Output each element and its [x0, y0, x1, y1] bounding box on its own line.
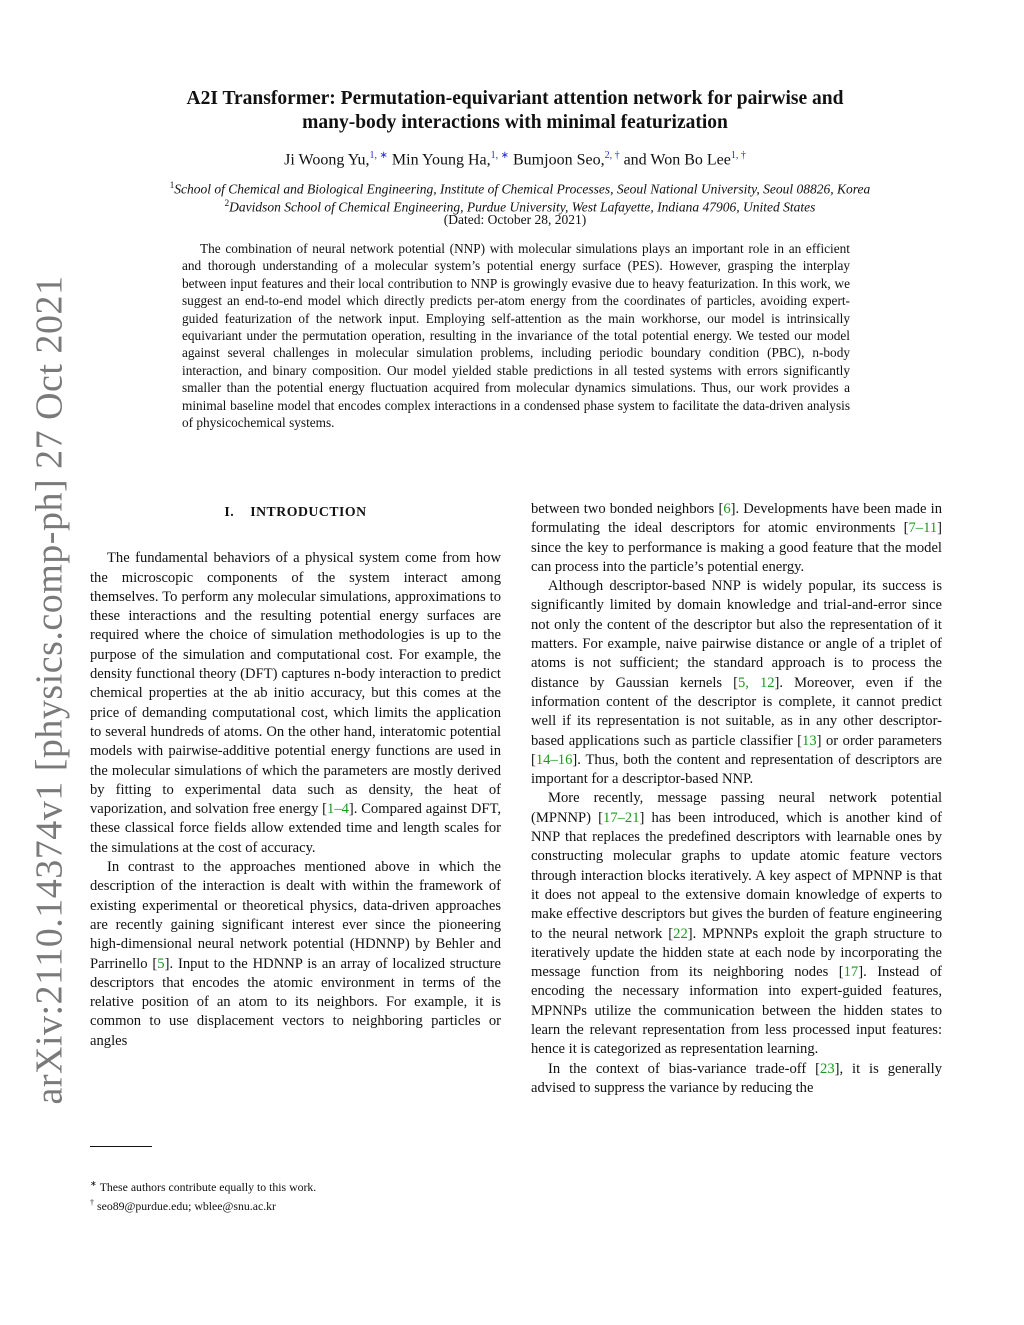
footnote-mark: †	[90, 1197, 94, 1207]
author-affiliation-mark: 1, ∗	[490, 150, 509, 161]
citation-link[interactable]: 5	[157, 955, 165, 972]
citation-link[interactable]: 17–21	[603, 809, 640, 826]
citation-link[interactable]: 5, 12	[737, 674, 775, 691]
paper-title	[110, 87, 920, 135]
body-paragraph: between two bonded neighbors [6]. Developments have been made in formulating the ideal descriptors for atomic environments [7–11] since the key to performance is making a good feature that the model can process into the particle’s potential energy.	[531, 501, 942, 575]
footnote-mark: ∗	[90, 1179, 97, 1188]
body-paragraph: More recently, message passing neural network potential (MPNNP) [17–21] has been introduced, which is another kind of NNP that replaces the predefined descriptors with learnable ones by constructing molecular graphs to update atomic feature vectors through interaction blocks iteratively. A key aspect of MPNNP is that it does not appeal to the extensive domain knowledge of experts to make effective descriptors but gives the burden of feature engineering to the neural network [22]. MPNNPs exploit the graph structure to iteratively update the hidden state at each node by incorporating the message function from its neighboring nodes [17]. Instead of encoding the necessary information into expert-guided features, MPNNPs utilize the communication between the hidden states to learn the relevant representation from less processed input features: hence it is categorized as representation learning.	[531, 790, 942, 1058]
citation-link[interactable]: 7–11	[908, 520, 938, 537]
section-number: I.	[224, 504, 235, 519]
title-line-2: many-body interactions with minimal featurization	[302, 112, 728, 133]
abstract: The combination of neural network potential (NNP) with molecular simulations plays an important role in an efficient and thorough understanding of a molecular system’s potential energy surface (PES). However, grasping the interplay between input features and their local contribution to NNP is growingly evasive due to heavy featurization. In this work, we suggest an end-to-end model which directly predicts per-atom energy from the coordinates of particles, avoiding expert-guided featurization of the network input. Employing self-attention as the main workhorse, our model is intrinsically equivariant under the permutation operation, resulting in the invariance of the total potential energy. We tested our model against several challenges in molecular simulation problems, including periodic boundary condition (PBC), n-body interaction, and binary composition. Our model yielded stable predictions in all tested systems with errors significantly smaller than the potential energy fluctuation acquired from molecular dynamics simulations. Thus, our work provides a minimal baseline model that encodes complex interactions in a condensed phase system to facilitate the data-driven analysis of physicochemical systems.	[182, 241, 850, 431]
dated-line: (Dated: October 28, 2021)	[443, 212, 587, 227]
author-affiliation-mark: 2, †	[604, 150, 620, 161]
citation-link[interactable]: 13	[802, 732, 817, 749]
author-affiliation-mark: 1, †	[730, 150, 746, 161]
section-heading	[90, 502, 501, 521]
author-name: Ji Woong Yu,	[284, 151, 370, 169]
footnote	[90, 1176, 501, 1195]
section-title: INTRODUCTION	[250, 504, 367, 519]
body-paragraph: In the context of bias-variance trade-off [23], it is generally advised to suppress the variance by reducing the	[531, 1060, 942, 1096]
citation-link[interactable]: 17	[843, 964, 859, 981]
author-name: and Won Bo Lee	[623, 151, 731, 169]
body-paragraph: In contrast to the approaches mentioned above in which the description of the interaction is dealt with within the framework of existing experimental or theoretical physics, data-driven approaches are recently gaining significant interest ever since the pioneering high-dimensional neural network potential (HDNNP) by Behler and Parrinello [5]. Input to the HDNNP is an array of localized structure descriptors that encodes the atomic environment in terms of the relative position of an atom to its neighbors. For example, it is common to use displacement vectors to neighboring particles or angles	[90, 859, 501, 1049]
citation-link[interactable]: 1–4	[327, 801, 349, 818]
author-name: Bumjoon Seo,	[513, 151, 605, 169]
title-line-1: A2I Transformer: Permutation-equivariant attention network for pairwise and	[186, 88, 844, 109]
affiliation-2-text: Davidson School of Chemical Engineering, Purdue University, West Lafayette, Indiana 47906, United States	[229, 199, 816, 215]
body-paragraph: Although descriptor-based NNP is widely popular, its success is significantly limited by domain knowledge and trial-and-error since not only the content of the descriptor but also the representation of it matters. For example, naive pairwise distance or angle of a triplet of atoms is not sufficient; the standard approach is to process the distance by Gaussian kernels [5, 12]. Moreover, even if the information content of the descriptor is complete, it cannot predict well if its representation is not suitable, as in any other descriptor-based applications such as particle classifier [13] or order parameters [14–16]. Thus, both the content and representation of descriptors are important for a descriptor-based NNP.	[531, 578, 943, 788]
footnote-divider	[90, 1146, 152, 1147]
body-paragraph: The fundamental behaviors of a physical system come from how the microscopic components of the system interact among themselves. To perform any molecular simulations, approximations to these interactions and the resulting potential energy surfaces are required where the choice of simulation methodologies is up to the purpose of the simulation and computational cost. For example, the density functional theory (DFT) captures n-body interaction to predict chemical properties at the ab initio accuracy, but this comes at the price of demanding computational cost, which limits the application to several hundreds of atoms. On the other hand, interatomic potential models with pairwise-additive potential energy functions are used in the molecular simulations of which the parameters are mostly derived by fitting to experimental data such as density, the heat of vaporization, and solvation free energy [1–4]. Compared against DFT, these classical force fields allow extended time and length scales for the simulations at the cost of accuracy.	[90, 550, 501, 856]
right-column	[531, 500, 942, 1098]
footnotes	[90, 1176, 501, 1214]
footnote-email[interactable]: seo89@purdue.edu; wblee@snu.ac.kr	[97, 1198, 276, 1213]
citation-link[interactable]: 14–16	[535, 751, 573, 768]
arxiv-identifier-stamp	[20, 275, 78, 1105]
author-name: Min Young Ha,	[391, 151, 491, 169]
citation-link[interactable]: 22	[673, 925, 688, 942]
affiliation-1-text: School of Chemical and Biological Engineering, Institute of Chemical Processes, Seoul National University, Seoul 08826, Korea	[174, 181, 871, 197]
left-column	[90, 500, 501, 1051]
affiliation-1-mark: 1	[169, 180, 175, 190]
author-list	[110, 150, 920, 169]
affiliation-2-mark: 2	[224, 198, 230, 208]
footnote-text: These authors contribute equally to this work.	[99, 1179, 317, 1194]
footnote	[90, 1195, 501, 1214]
citation-link[interactable]: 6	[723, 501, 731, 517]
author-affiliation-mark: 1, ∗	[369, 150, 388, 161]
citation-link[interactable]: 23	[820, 1060, 835, 1077]
arxiv-id-text: arXiv:2110.14374v1 [physics.comp-ph] 27 Oct 2021	[28, 275, 71, 1105]
